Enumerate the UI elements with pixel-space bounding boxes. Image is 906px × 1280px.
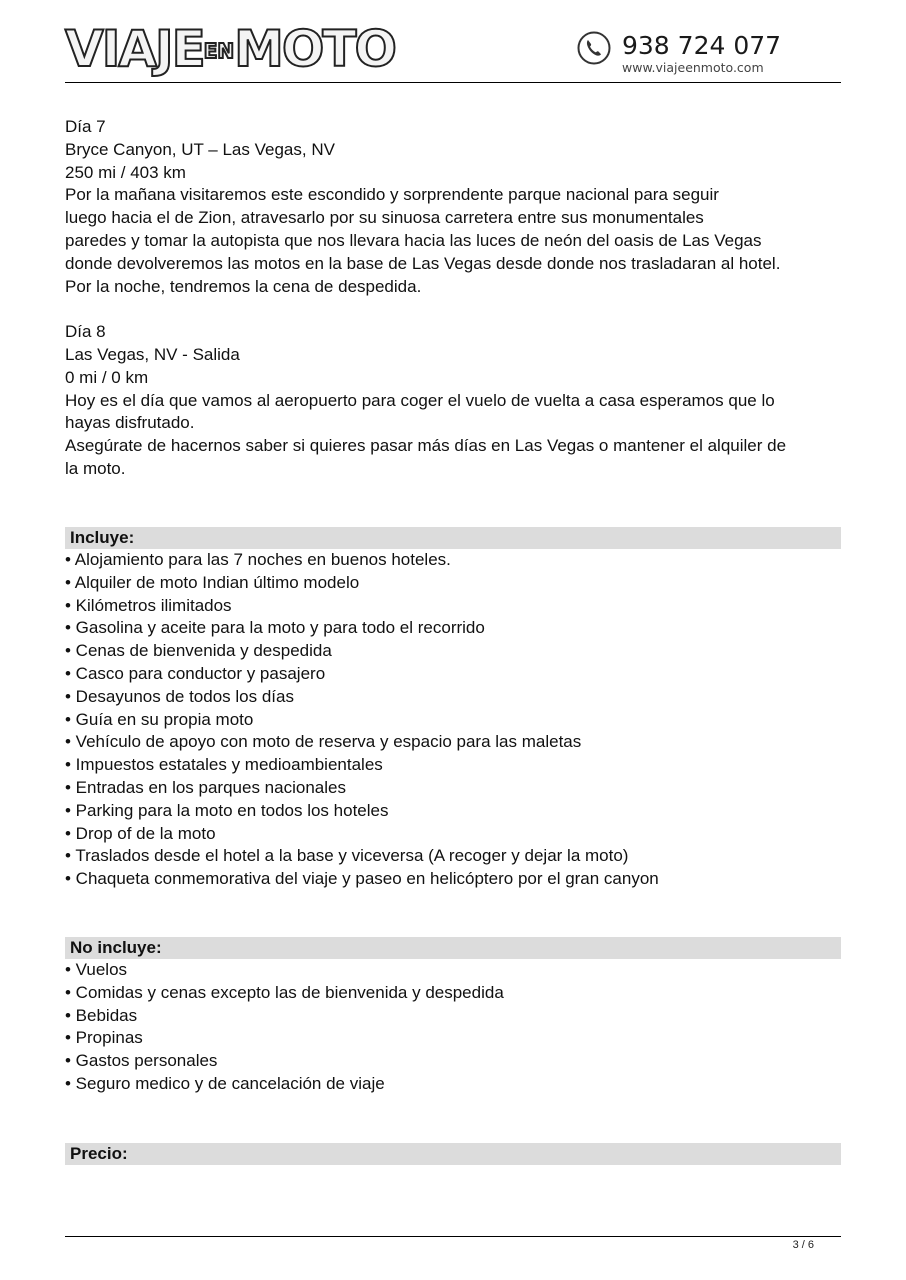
phone-icon [577, 31, 611, 65]
website-link[interactable]: www.viajeenmoto.com [622, 60, 764, 75]
list-item: • Desayunos de todos los días [65, 686, 294, 706]
list-item: • Alquiler de moto Indian último modelo [65, 572, 360, 592]
includes-list [65, 549, 841, 891]
day-description-line: luego hacia el de Zion, atravesarlo por su sinuosa carretera entre sus monumentales [65, 208, 704, 228]
day-title: Día 8 [65, 322, 106, 342]
list-item: • Entradas en los parques nacionales [65, 777, 346, 797]
day-description-line: la moto. [65, 458, 126, 478]
day-description-line: Asegúrate de hacernos saber si quieres pasar más días en Las Vegas o mantener el alquiler de [65, 436, 787, 456]
price-section [65, 1143, 841, 1165]
includes-header: Incluye: [65, 527, 841, 549]
contact-block [575, 29, 841, 79]
day-description-line: donde devolveremos las motos en la base de Las Vegas desde donde nos trasladaran al hotel. [65, 253, 781, 273]
list-item: • Guía en su propia moto [65, 709, 254, 729]
excludes-list [65, 959, 841, 1096]
list-item: • Kilómetros ilimitados [65, 595, 232, 615]
day-distance: 0 mi / 0 km [65, 367, 149, 387]
day-route: Bryce Canyon, UT – Las Vegas, NV [65, 139, 335, 159]
day-description-line: Hoy es el día que vamos al aeropuerto para coger el vuelo de vuelta a casa esperamos que lo [65, 390, 775, 410]
price-header: Precio: [65, 1143, 841, 1165]
excludes-section [65, 937, 841, 1096]
day-title: Día 7 [65, 117, 106, 136]
list-item: • Propinas [65, 1028, 143, 1048]
list-item: • Drop of de la moto [65, 823, 216, 843]
day-block [65, 116, 845, 298]
day-distance: 250 mi / 403 km [65, 162, 186, 182]
list-item: • Traslados desde el hotel a la base y viceversa (A recoger y dejar la moto) [65, 846, 629, 866]
list-item: • Seguro medico y de cancelación de viaje [65, 1073, 385, 1093]
day-description-line: hayas disfrutado. [65, 413, 195, 433]
viaje-en-moto-logo [65, 20, 396, 80]
day-block [65, 321, 845, 481]
list-item: • Cenas de bienvenida y despedida [65, 641, 332, 661]
page-footer [65, 1236, 841, 1251]
list-item: • Impuestos estatales y medioambientales [65, 755, 383, 775]
itinerary [65, 116, 845, 504]
day-description-line: Por la mañana visitaremos este escondido y sorprendente parque nacional para seguir [65, 185, 719, 205]
day-route: Las Vegas, NV - Salida [65, 344, 240, 364]
list-item: • Vehículo de apoyo con moto de reserva y espacio para las maletas [65, 732, 582, 752]
list-item: • Vuelos [65, 960, 128, 979]
page-number: 3 / 6 [792, 1239, 814, 1251]
list-item: • Alojamiento para las 7 noches en buenos hoteles. [65, 550, 451, 569]
excludes-header: No incluye: [65, 937, 841, 959]
day-description-line: paredes y tomar la autopista que nos llevara hacia las luces de neón del oasis de Las Vegas [65, 230, 762, 250]
list-item: • Bebidas [65, 1005, 138, 1025]
list-item: • Chaqueta conmemorativa del viaje y paseo en helicóptero por el gran canyon [65, 869, 659, 889]
page-header [65, 14, 841, 83]
list-item: • Parking para la moto en todos los hoteles [65, 800, 389, 820]
logo-text: VIAJEENMOTO [65, 20, 396, 78]
list-item: • Gasolina y aceite para la moto y para todo el recorrido [65, 618, 485, 638]
list-item: • Gastos personales [65, 1051, 218, 1071]
list-item: • Casco para conductor y pasajero [65, 663, 326, 683]
list-item: • Comidas y cenas excepto las de bienvenida y despedida [65, 982, 504, 1002]
phone-number[interactable]: 938 724 077 [622, 31, 782, 60]
day-description-line: Por la noche, tendremos la cena de despedida. [65, 276, 422, 296]
includes-section [65, 527, 841, 891]
